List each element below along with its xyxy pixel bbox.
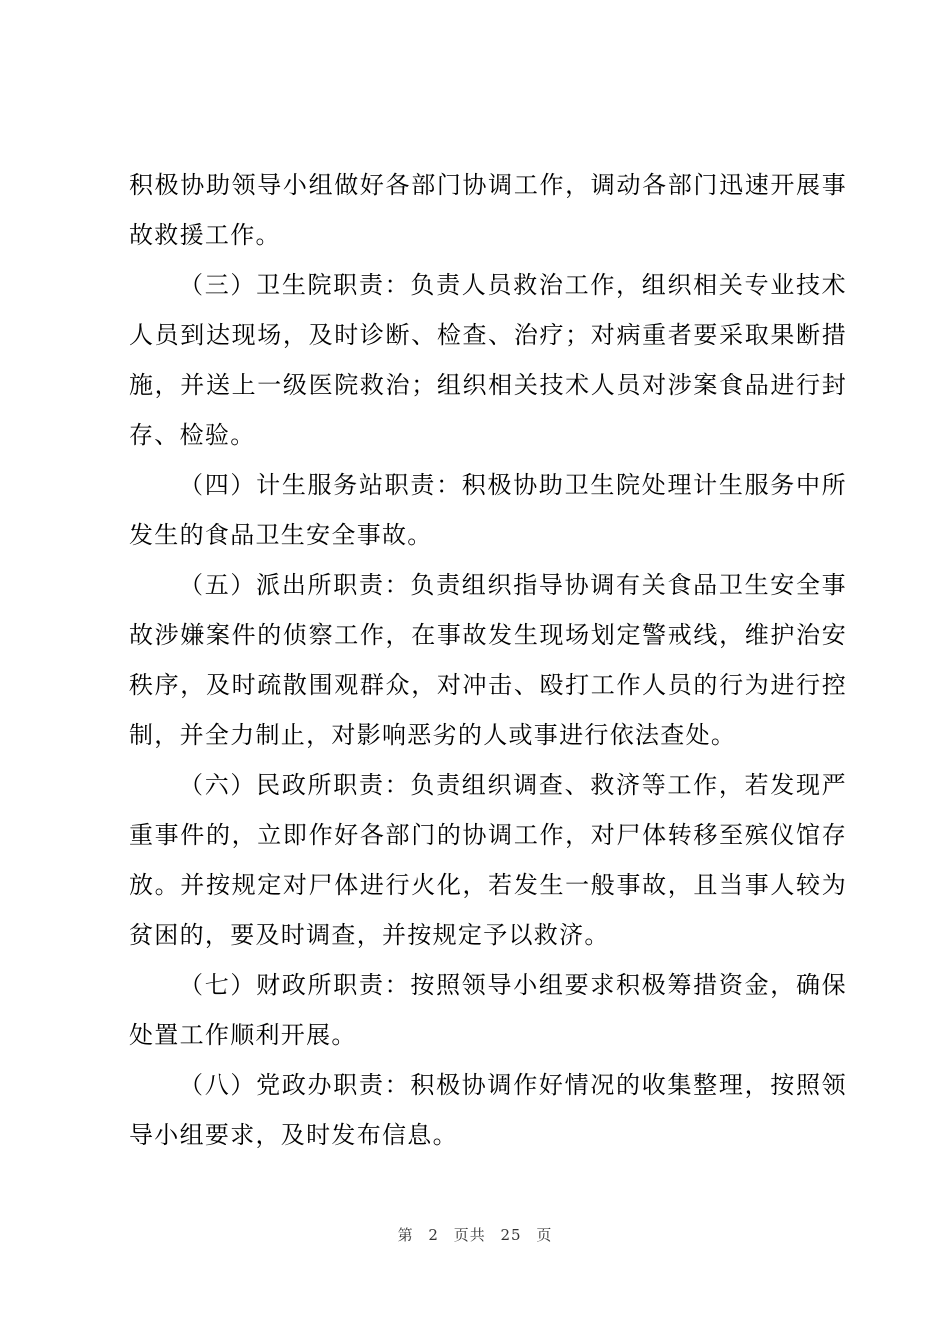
paragraph-police-station: （五）派出所职责：负责组织指导协调有关食品卫生安全事故涉嫌案件的侦察工作，在事故发生现场划定警戒线，维护治安秩序，及时疏散围观群众，对冲击、殴打工作人员的行为进行控制，并全力制止，对影响恶劣的人或事进行依法查处。 (129, 571, 847, 749)
footer-prefix: 第 (397, 1226, 414, 1244)
footer-mid: 页共 (453, 1226, 486, 1244)
paragraph-civil-affairs: （六）民政所职责：负责组织调查、救济等工作，若发现严重事件的，立即作好各部门的协调工作，对尸体转移至殡仪馆存放。并按规定对尸体进行火化，若发生一般事故，且当事人较为贫困的，要及时调查，并按规定予以救济。 (129, 771, 847, 949)
paragraph-family-planning-station: （四）计生服务站职责：积极协助卫生院处理计生服务中所发生的食品卫生安全事故。 (129, 471, 847, 549)
footer-suffix: 页 (536, 1226, 553, 1244)
paragraph-continuation: 积极协助领导小组做好各部门协调工作，调动各部门迅速开展事故救援工作。 (129, 171, 847, 249)
paragraph-party-office: （八）党政办职责：积极协调作好情况的收集整理，按照领导小组要求，及时发布信息。 (129, 1071, 847, 1149)
document-body (129, 160, 847, 1160)
paragraph-finance-office: （七）财政所职责：按照领导小组要求积极筹措资金，确保处置工作顺利开展。 (129, 971, 847, 1049)
paragraph-health-center: （三）卫生院职责：负责人员救治工作，组织相关专业技术人员到达现场，及时诊断、检查、治疗；对病重者要采取果断措施，并送上一级医院救治；组织相关技术人员对涉案食品进行封存、检验。 (129, 271, 847, 449)
total-pages-number: 25 (500, 1226, 522, 1244)
current-page-number: 2 (428, 1226, 439, 1244)
page-footer (0, 1224, 950, 1245)
